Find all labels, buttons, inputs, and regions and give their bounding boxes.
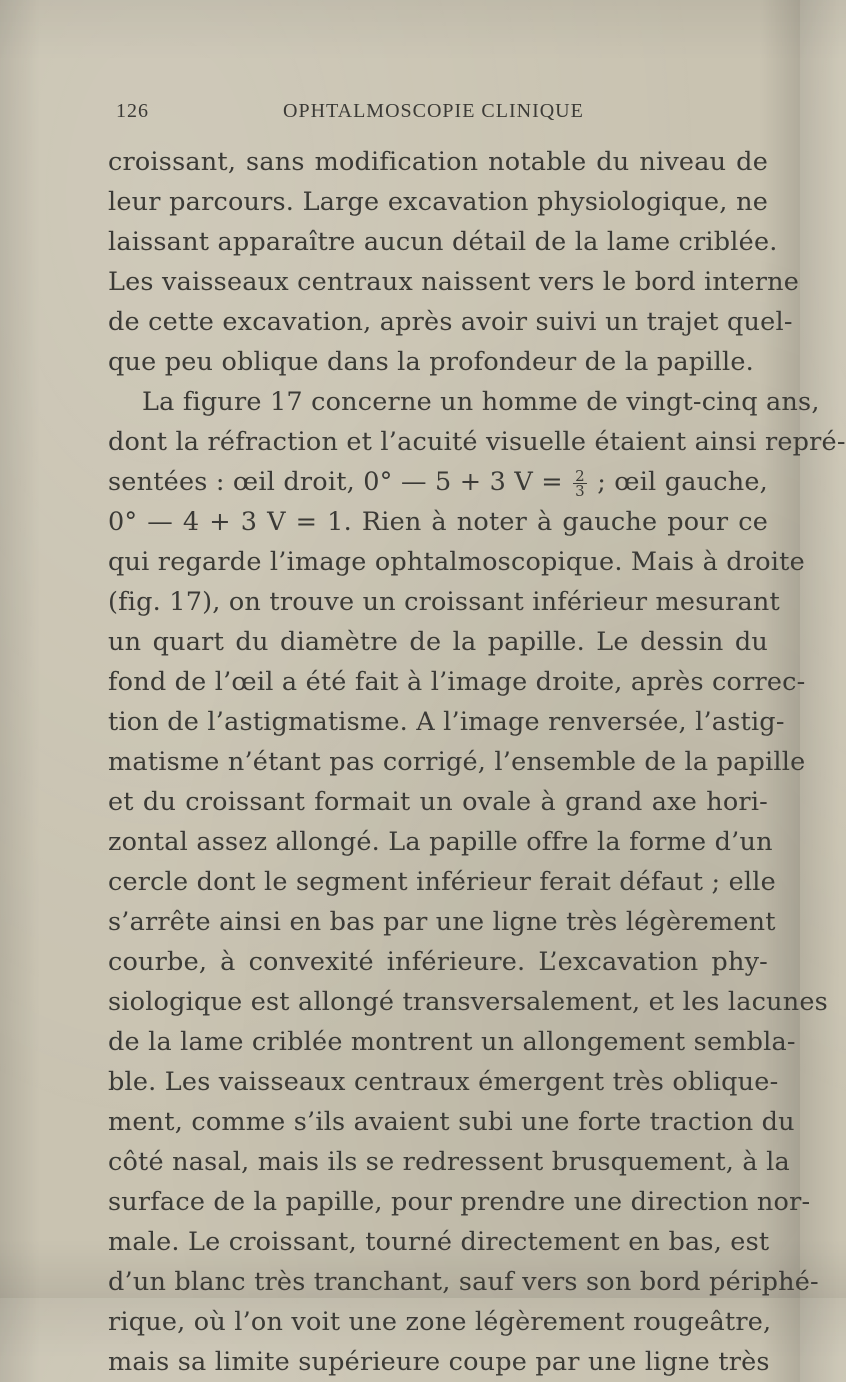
text-line: ment, comme s’ils avaient subi une forte traction du [108, 1107, 795, 1137]
text-line: dont la réfraction et l’acuité visuelle étaient ainsi repré- [108, 427, 846, 457]
text-line: zontal assez allongé. La papille offre la forme d’un [108, 827, 773, 857]
text-line: siologique est allongé transversalement, et les lacunes [108, 987, 828, 1017]
fraction-numerator: 2 [575, 466, 585, 485]
text-line: (fig. 17), on trouve un croissant inférieur mesurant [108, 587, 780, 617]
text-line: et du croissant formait un ovale à grand axe hori- [108, 787, 768, 817]
text-line: rique, où l’on voit une zone légèrement rougeâtre, [108, 1307, 772, 1337]
text-line: leur parcours. Large excavation physiologique, ne [108, 187, 768, 217]
text-line: surface de la papille, pour prendre une direction nor- [108, 1187, 811, 1217]
text-line: que peu oblique dans la profondeur de la papille. [108, 347, 754, 377]
page-number: 126 [116, 100, 149, 122]
text-line: s’arrête ainsi en bas par une ligne très légèrement [108, 907, 776, 937]
text-line: matisme n’étant pas corrigé, l’ensemble de la papille [108, 747, 806, 777]
text-line: mais sa limite supérieure coupe par une ligne très [108, 1347, 770, 1377]
text-line: côté nasal, mais ils se redressent brusquement, à la [108, 1147, 790, 1177]
text-line: tion de l’astigmatisme. A l’image renversée, l’astig- [108, 707, 785, 737]
text-line-with-fraction [108, 462, 768, 502]
text-line: 0° — 4 + 3 V = 1. Rien à noter à gauche pour ce [108, 507, 768, 537]
running-title: OPHTALMOSCOPIE CLINIQUE [283, 100, 584, 122]
paragraph-first-line: La figure 17 concerne un homme de vingt-cinq ans, [142, 387, 820, 417]
text-line: de cette excavation, après avoir suivi un trajet quel- [108, 307, 793, 337]
body-text [108, 142, 846, 1382]
text-line: un quart du diamètre de la papille. Le dessin du [108, 627, 768, 657]
text-line: fond de l’œil a été fait à l’image droite, après correc- [108, 667, 806, 697]
text-line: de la lame criblée montrent un allongement sembla- [108, 1027, 796, 1057]
text-line: d’un blanc très tranchant, sauf vers son bord périphé- [108, 1267, 819, 1297]
running-head [108, 100, 698, 130]
text-segment: sentées : œil droit, 0° — 5 + 3 V = [108, 467, 572, 497]
text-line: qui regarde l’image ophtalmoscopique. Mais à droite [108, 547, 805, 577]
text-line: male. Le croissant, tourné directement en bas, est [108, 1227, 770, 1257]
text-line: Les vaisseaux centraux naissent vers le bord interne [108, 267, 800, 297]
text-line: croissant, sans modification notable du niveau de [108, 147, 768, 177]
fraction [573, 466, 587, 500]
text-line: cercle dont le segment inférieur ferait défaut ; elle [108, 867, 776, 897]
fraction-denominator: 3 [575, 481, 585, 500]
text-line: ble. Les vaisseaux centraux émergent très oblique- [108, 1067, 779, 1097]
text-line: courbe, à convexité inférieure. L’excavation phy- [108, 947, 768, 977]
text-line: laissant apparaître aucun détail de la lame criblée. [108, 227, 778, 257]
text-segment: ; œil gauche, [588, 467, 768, 497]
